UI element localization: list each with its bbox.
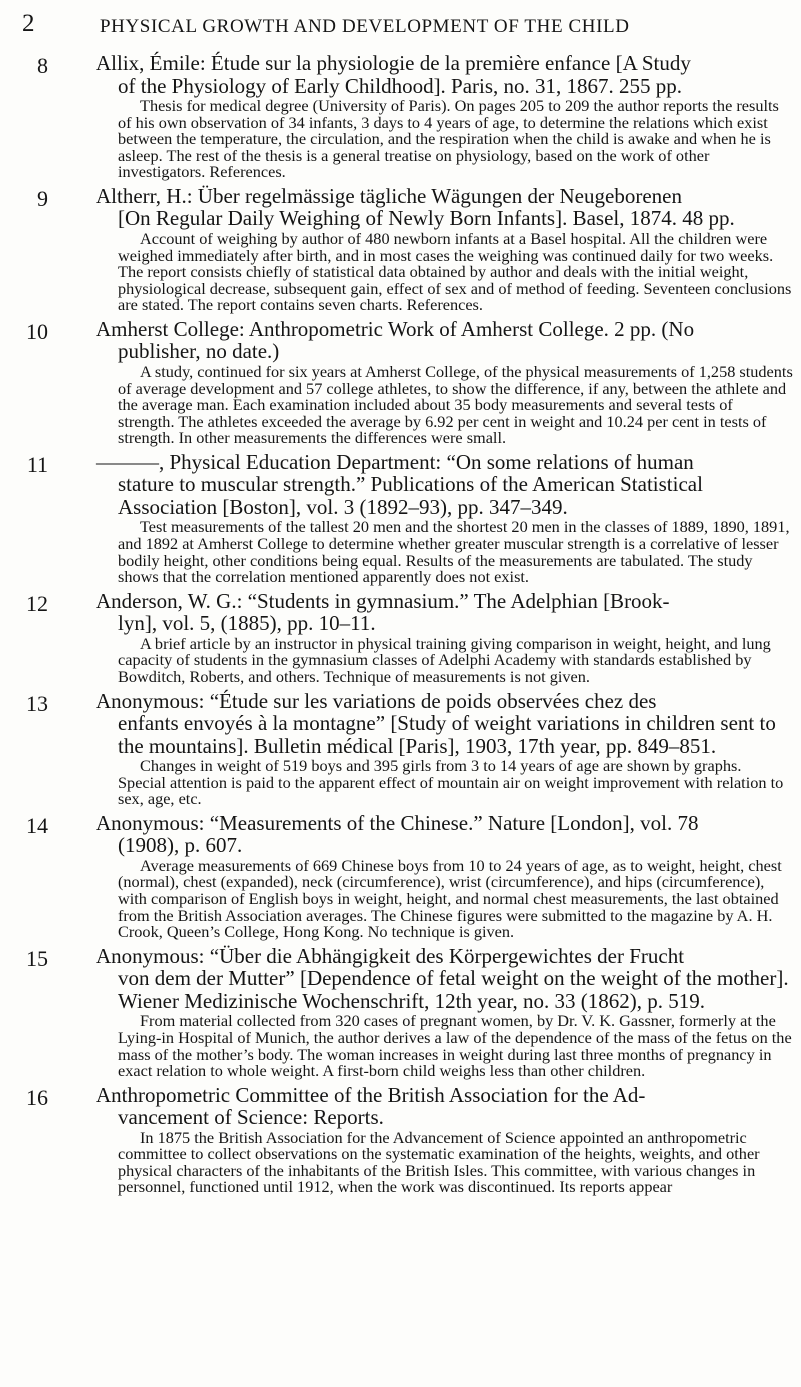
page-number: 2 [22, 10, 35, 37]
citation-first-line: Amherst College: Anthropometric Work of Amherst College. 2 pp. (No [96, 316, 695, 341]
entry-summary: Thesis for medical degree (University of Paris). On pages 205 to 209 the author reports the results of his own observation of 34 infants, 3 days to 4 years of age, to determine the relations which exist between the temperature, the circulation, and the respiration when the child is awake and when he is asleep. The rest of the thesis is a general treatise on physiology, based on the work of other investigators. References. [118, 96, 779, 182]
entry-number: 9 [37, 185, 48, 211]
citation-first-line: Allix, Émile: Étude sur la physiologie de la première enfance [A Study [96, 51, 691, 75]
entry-summary: A brief article by an instructor in physical training giving comparison in weight, height, and lung capacity of students in the gymnasium classes of Adelphi Academy with standards established by Bowditch, Roberts, and others. Technique of measurements is not given. [118, 633, 771, 686]
citation-continuation: von dem der Mutter” [Dependence of fetal weight on the weight of the mother]. Wiener Medizinische Wochenschrift, 12th year, no. 33 (1862), p. 519. [118, 966, 789, 1013]
bibliography-entry [0, 812, 801, 941]
entry-summary: Account of weighing by author of 480 newborn infants at a Basel hospital. All the children were weighed immediately after birth, and in most cases the weighing was continued daily for two weeks. The report consists chiefly of statistical data obtained by author and deals with the initial weight, physiological decrease, subsequent gain, effect of sex and of method of feeding. Seventeen conclusions are stated. The report contains seven charts. References. [118, 228, 792, 315]
entry-citation [96, 52, 793, 97]
bibliography-entry [0, 1084, 801, 1196]
citation-continuation: lyn], vol. 5, (1885), pp. 10–11. [118, 611, 376, 636]
bibliography-entry [0, 318, 801, 447]
entry-citation [96, 945, 793, 1013]
entry-citation [96, 812, 793, 857]
citation-first-line: Anthropometric Committee of the British Association for the Ad- [96, 1082, 646, 1107]
entry-citation [96, 451, 793, 519]
entry-number: 14 [26, 812, 48, 838]
entry-citation [96, 185, 793, 230]
running-title: PHYSICAL GROWTH AND DEVELOPMENT OF THE CHILD [100, 16, 630, 37]
citation-continuation: (1908), p. 607. [118, 833, 243, 858]
entry-number: 11 [26, 451, 48, 477]
citation-continuation: publisher, no date.) [118, 339, 280, 364]
bibliography-entry [0, 52, 801, 181]
bibliography-entry [0, 945, 801, 1080]
citation-continuation: stature to muscular strength.” Publications of the American Statistical Association [Boston], vol. 3 (1892–93), pp. 347–349. [118, 472, 703, 519]
bibliography-entry [0, 690, 801, 808]
citation-continuation: vancement of Science: Reports. [118, 1105, 384, 1130]
entry-number: 15 [26, 945, 48, 971]
citation-continuation: [On Regular Daily Weighing of Newly Born Infants]. Basel, 1874. 48 pp. [118, 206, 735, 231]
entry-summary: From material collected from 320 cases of pregnant women, by Dr. V. K. Gassner, formerly at the Lying-in Hospital of Munich, the author derives a law of the dependence of the mass of the fetus on the mass of the mother’s body. The woman increases in weight during last three months of pregnancy in exact relation to whole weight. A first-born child weighs less than other children. [118, 1011, 792, 1081]
entry-number: 12 [26, 590, 48, 616]
entry-number: 10 [26, 318, 48, 344]
entry-citation [96, 318, 793, 363]
entry-summary: Test measurements of the tallest 20 men and the shortest 20 men in the classes of 1889, 1890, 1891, and 1892 at Amherst College to determine whether greater muscular strength is a correlative of lesser bodily height, other conditions being equal. Results of the measurements are tabulated. The study shows that the correlation mentioned apparently does not exist. [118, 517, 790, 587]
citation-first-line: Anonymous: “Über die Abhängigkeit des Körpergewichtes der Frucht [96, 943, 685, 968]
citation-continuation: of the Physiology of Early Childhood]. Paris, no. 31, 1867. 255 pp. [118, 73, 683, 98]
bibliography-entry [0, 185, 801, 314]
entry-number: 16 [26, 1084, 48, 1110]
bibliography-entry [0, 590, 801, 686]
entry-summary: Average measurements of 669 Chinese boys from 10 to 24 years of age, as to weight, height, chest (normal), chest (expanded), neck (circumference), wrist (circumference), and hips (circumference), with comparison of English boys in weight, height, and normal chest measurements, the last obtained from the British Association averages. The Chinese figures were submitted to the magazine by A. H. Crook, Queen’s College, Hong Kong. No technique is given. [118, 855, 782, 942]
citation-continuation: enfants envoyés à la montagne” [Study of weight variations in children sent to the mountains]. Bulletin médical [Paris], 1903, 17th year, pp. 849–851. [118, 711, 776, 758]
citation-first-line: Altherr, H.: Über regelmässige tägliche Wägungen der Neugeborenen [96, 183, 682, 208]
entry-summary: In 1875 the British Association for the Advancement of Science appointed an anthropometric committee to collect observations on the systematic examination of the heights, weights, and other physical characters of the inhabitants of the British Isles. This committee, with various changes in personnel, functioned until 1912, when the work was discontinued. Its reports appear [118, 1127, 760, 1197]
entry-number: 8 [37, 53, 48, 78]
citation-first-line: Anonymous: “Étude sur les variations de poids observées chez des [96, 688, 657, 713]
entry-summary: Changes in weight of 519 boys and 395 girls from 3 to 14 years of age are shown by graphs. Special attention is paid to the apparent effect of mountain air on weight improvement with relation to sex, age, etc. [118, 756, 784, 809]
page-header [0, 8, 801, 48]
entry-citation [96, 590, 793, 635]
citation-first-line: Anonymous: “Measurements of the Chinese.” Nature [London], vol. 78 [96, 810, 699, 835]
bibliography-entries [0, 52, 801, 1200]
entry-number: 13 [26, 690, 48, 716]
bibliography-entry [0, 451, 801, 586]
citation-first-line: ———, Physical Education Department: “On some relations of human [96, 449, 694, 474]
entry-citation [96, 1084, 793, 1129]
entry-citation [96, 690, 793, 758]
citation-first-line: Anderson, W. G.: “Students in gymnasium.” The Adelphian [Brook- [96, 588, 670, 613]
entry-summary: A study, continued for six years at Amherst College, of the physical measurements of 1,258 students of average development and 57 college athletes, to show the difference, if any, between the athlete and the average man. Each examination included about 35 body measurements and several tests of strength. The athletes exceeded the average by 6.92 per cent in weight and 10.24 per cent in tests of strength. In other measurements the differences were small. [118, 361, 793, 448]
